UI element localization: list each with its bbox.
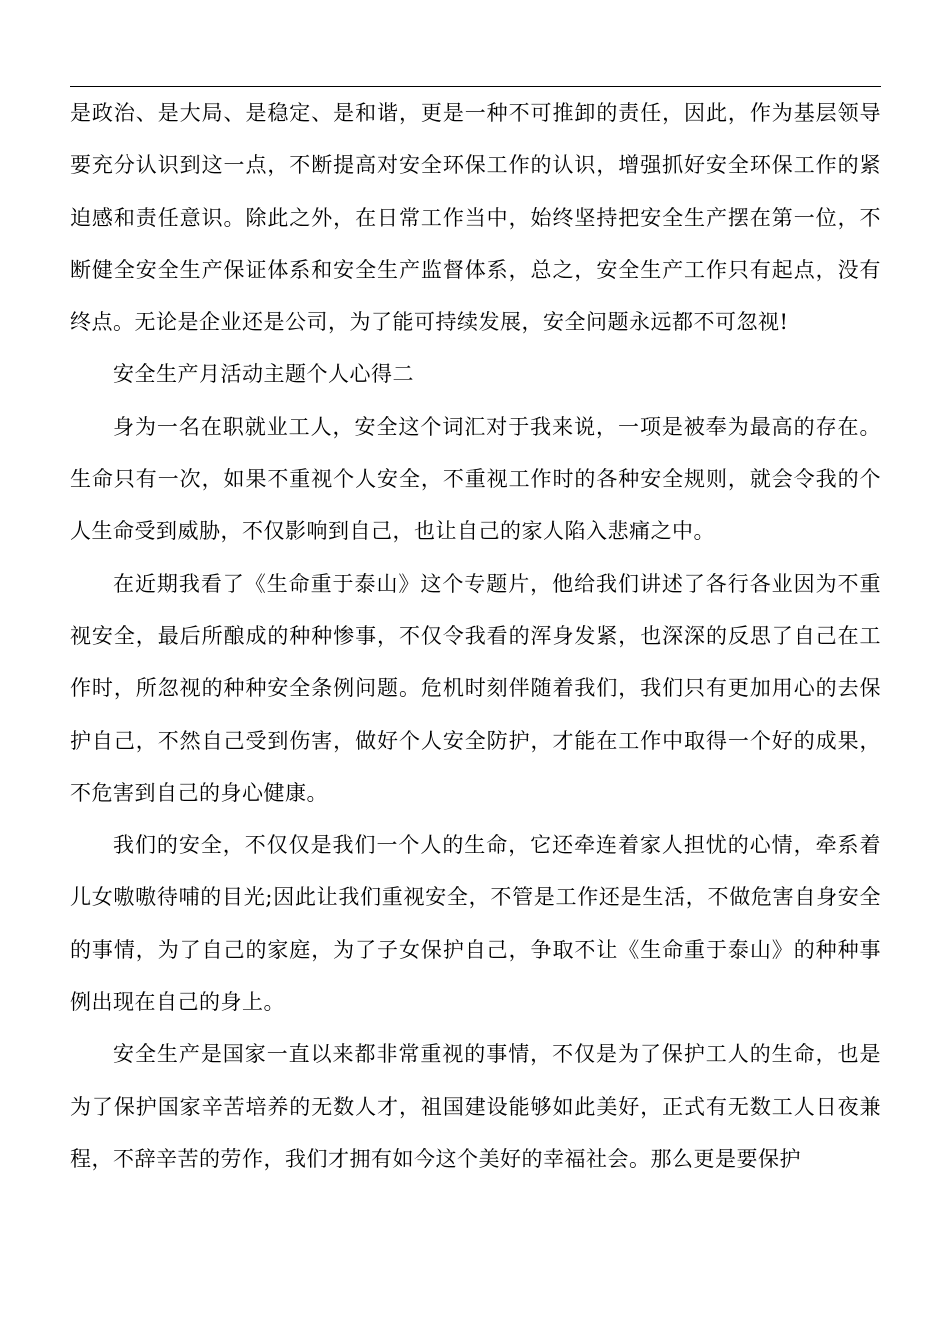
- paragraph: 在近期我看了《生命重于泰山》这个专题片，他给我们讲述了各行各业因为不重视安全，最后所酿成的种种惨事，不仅令我看的浑身发紧，也深深的反思了自己在工作时，所忽视的种种安全条例问题。危机时刻伴随着我们，我们只有更加用心的去保护自己，不然自己受到伤害，做好个人安全防护，才能在工作中取得一个好的成果，不危害到自己的身心健康。: [70, 571, 881, 805]
- paragraph: 是政治、是大局、是稳定、是和谐，更是一种不可推卸的责任，因此，作为基层领导要充分认识到这一点，不断提高对安全环保工作的认识，增强抓好安全环保工作的紧迫感和责任意识。除此之外，在日常工作当中，始终坚持把安全生产摆在第一位，不断健全安全生产保证体系和安全生产监督体系，总之，安全生产工作只有起点，没有终点。无论是企业还是公司，为了能可持续发展，安全问题永远都不可忽视!: [70, 101, 881, 335]
- document-body: [70, 87, 881, 1185]
- paragraph: 安全生产是国家一直以来都非常重视的事情，不仅是为了保护工人的生命，也是为了保护国家辛苦培养的无数人才，祖国建设能够如此美好，正式有无数工人日夜兼程，不辞辛苦的劳作，我们才拥有如今这个美好的幸福社会。那么更是要保护: [70, 1042, 881, 1171]
- paragraph: 身为一名在职就业工人，安全这个词汇对于我来说，一项是被奉为最高的存在。生命只有一次，如果不重视个人安全，不重视工作时的各种安全规则，就会令我的个人生命受到威胁，不仅影响到自己，也让自己的家人陷入悲痛之中。: [70, 414, 881, 544]
- paragraph: 我们的安全，不仅仅是我们一个人的生命，它还牵连着家人担忧的心情，牵系着儿女嗷嗷待哺的目光;因此让我们重视安全，不管是工作还是生活，不做危害自身安全的事情，为了自己的家庭，为了子女保护自己，争取不让《生命重于泰山》的种种事例出现在自己的身上。: [70, 833, 881, 1015]
- section-heading: 安全生产月活动主题个人心得二: [113, 362, 414, 387]
